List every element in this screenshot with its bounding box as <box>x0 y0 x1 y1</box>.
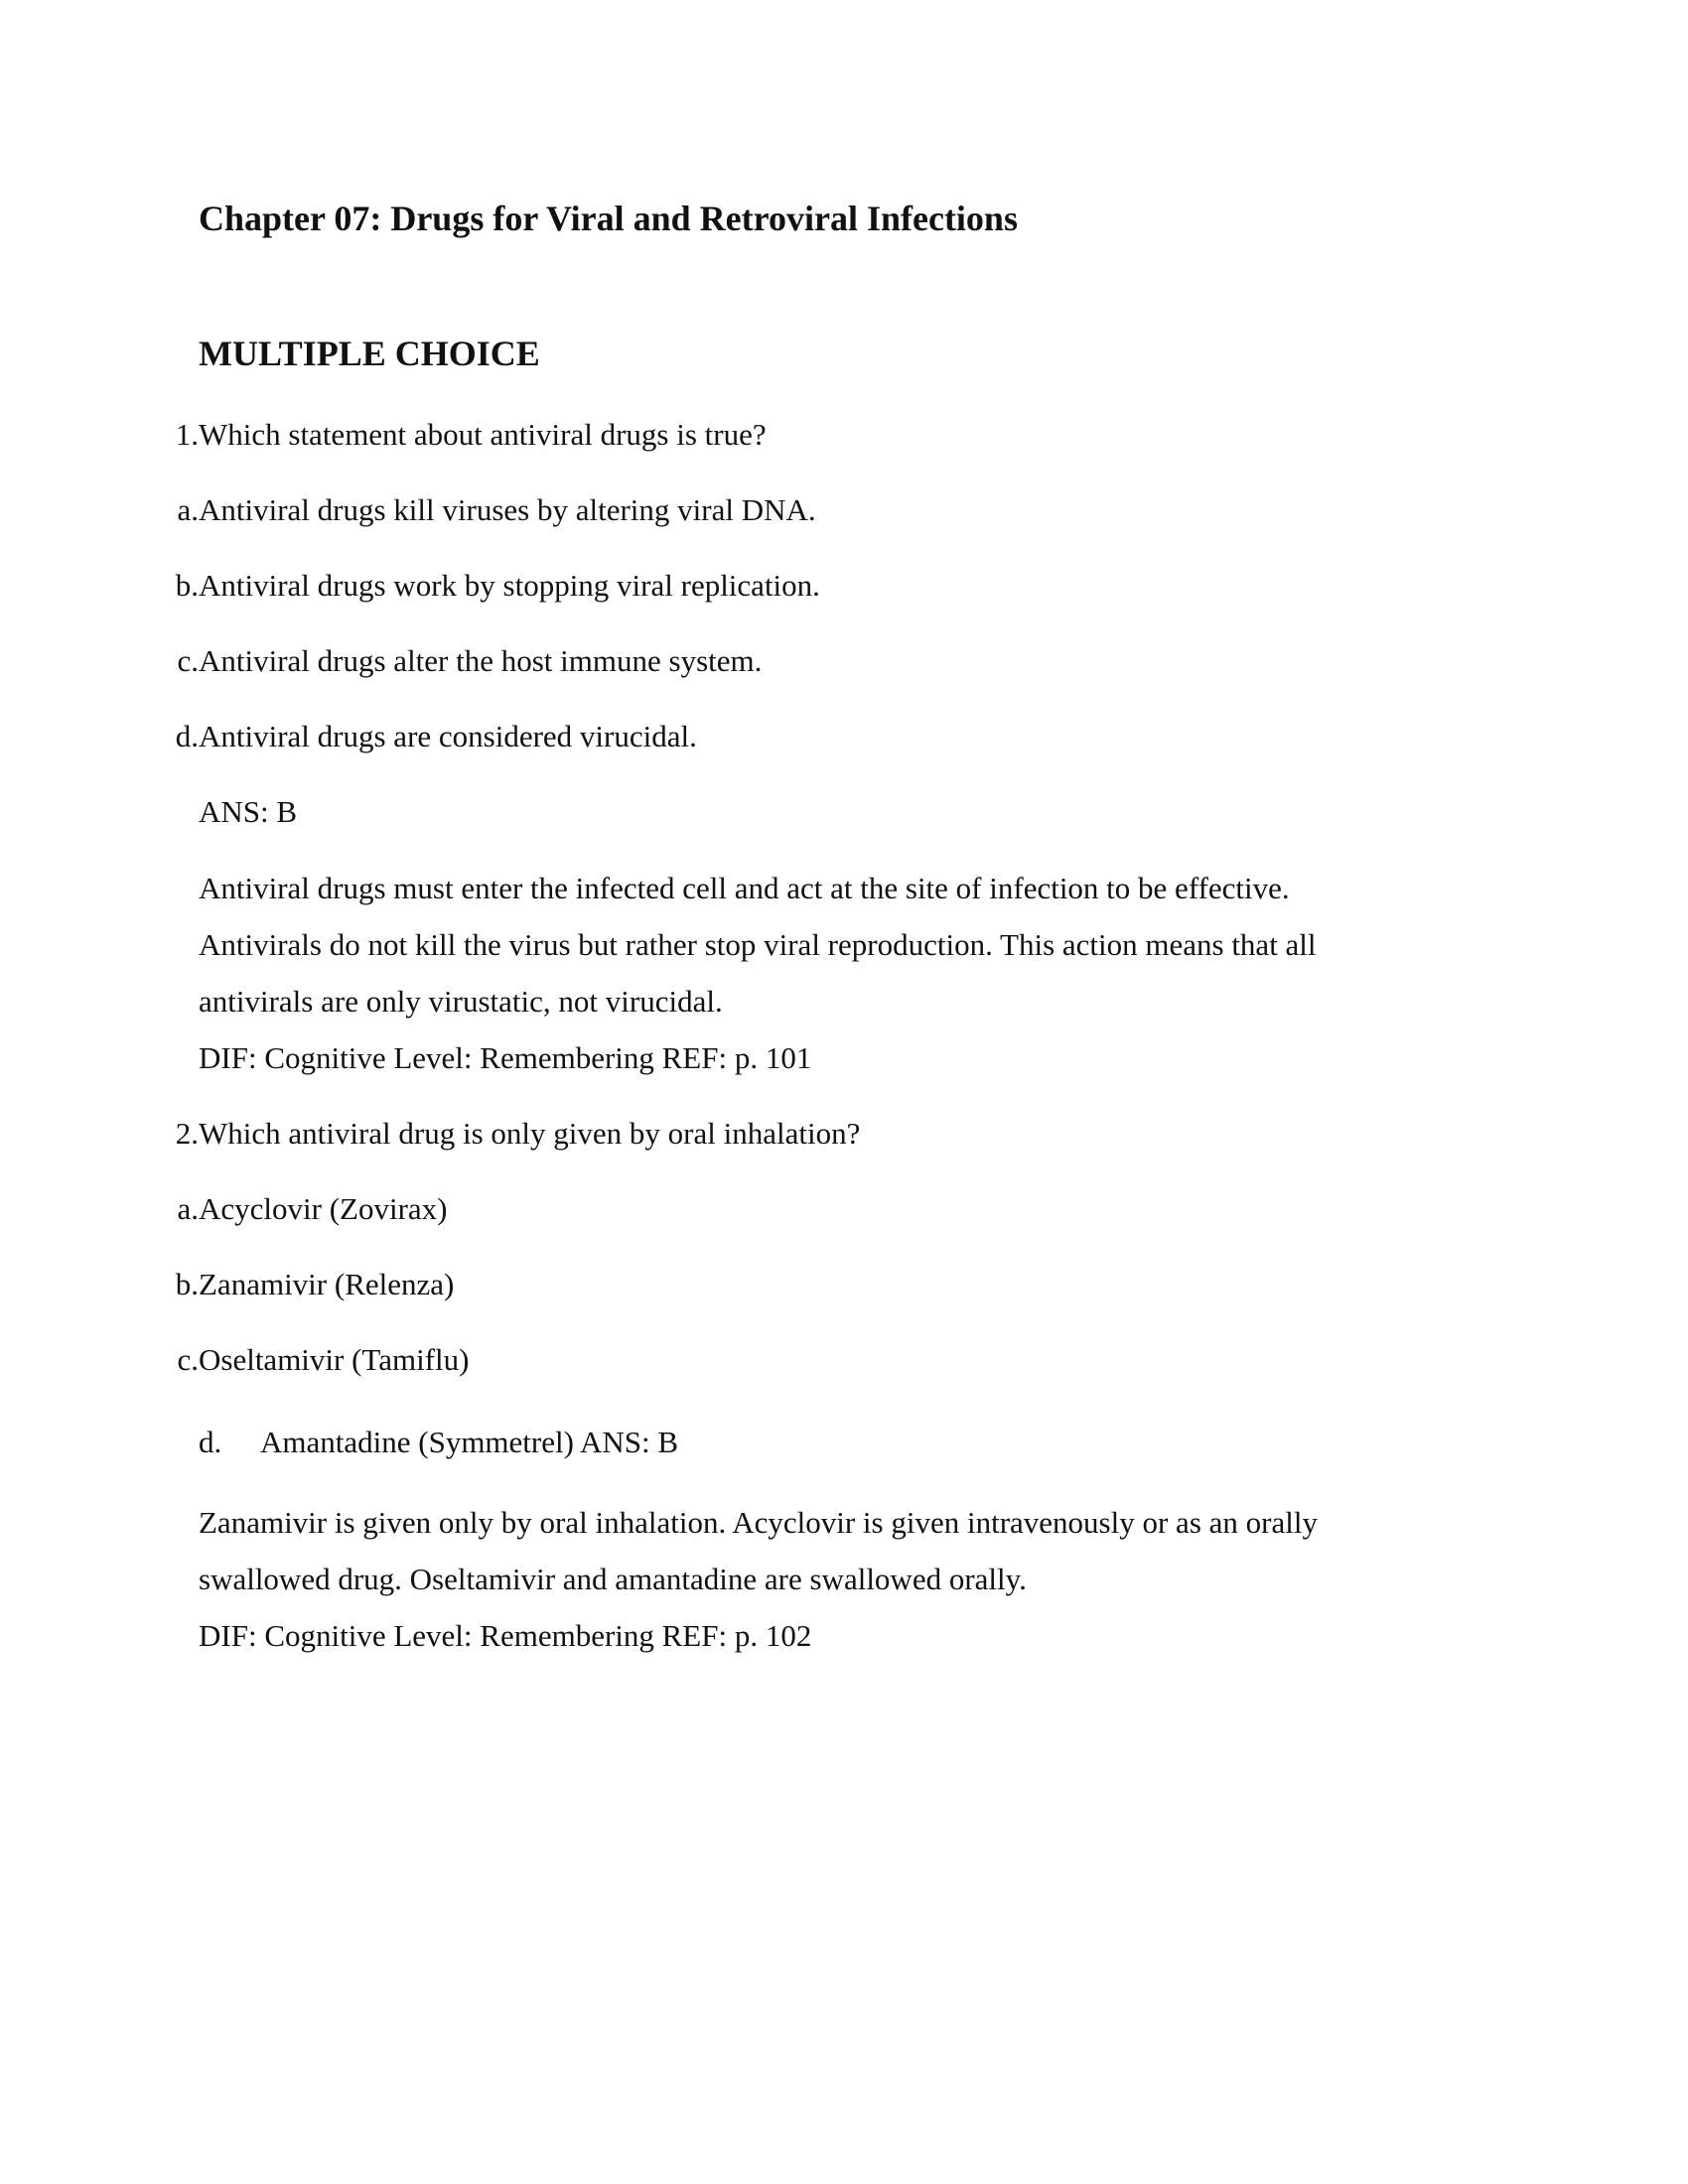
question-1-option-a <box>177 491 816 529</box>
question-1-meta: DIF: Cognitive Level: Remembering REF: p. 101 <box>199 1040 812 1075</box>
question-1-answer: ANS: B <box>199 794 298 829</box>
question-1 <box>175 416 767 454</box>
question-1-rationale-line: antivirals are only virustatic, not virucidal. <box>199 984 723 1019</box>
question-2 <box>175 1115 861 1153</box>
option-text: Amantadine (Symmetrel) ANS: B <box>260 1425 679 1459</box>
question-2-number: 2. <box>175 1116 199 1151</box>
question-2-option-d <box>199 1424 678 1461</box>
question-1-text: Which statement about antiviral drugs is true? <box>199 417 767 452</box>
section-title: MULTIPLE CHOICE <box>199 334 540 373</box>
question-2-meta: DIF: Cognitive Level: Remembering REF: p. 102 <box>199 1618 812 1653</box>
question-2-option-c <box>177 1341 470 1379</box>
chapter-title: Chapter 07: Drugs for Viral and Retroviral Infections <box>199 199 1018 238</box>
option-text: Antiviral drugs alter the host immune system. <box>199 643 763 678</box>
question-2-rationale-line: Zanamivir is given only by oral inhalation. Acyclovir is given intravenously or as an orally <box>199 1505 1318 1540</box>
question-1-number: 1. <box>175 417 199 452</box>
question-1-option-c <box>177 642 763 680</box>
option-text: Zanamivir (Relenza) <box>199 1267 455 1301</box>
option-text: Acyclovir (Zovirax) <box>199 1191 448 1226</box>
option-letter: d. <box>175 719 199 753</box>
question-1-rationale-line: Antivirals do not kill the virus but rather stop viral reproduction. This action means that all <box>199 927 1317 962</box>
option-letter: b. <box>175 1267 199 1301</box>
option-letter: c. <box>177 1342 199 1377</box>
option-text: Antiviral drugs work by stopping viral replication. <box>199 568 820 603</box>
question-1-rationale-line: Antiviral drugs must enter the infected cell and act at the site of infection to be effective. <box>199 871 1290 905</box>
option-text: Antiviral drugs are considered virucidal. <box>199 719 697 753</box>
option-letter: a. <box>177 492 199 527</box>
question-1-option-b <box>175 567 820 605</box>
option-letter: b. <box>175 568 199 603</box>
question-2-text: Which antiviral drug is only given by oral inhalation? <box>199 1116 861 1151</box>
question-2-option-a <box>177 1190 448 1228</box>
option-text: Antiviral drugs kill viruses by altering viral DNA. <box>199 492 816 527</box>
option-letter: c. <box>177 643 199 678</box>
question-1-option-d <box>175 718 697 755</box>
option-text: Oseltamivir (Tamiflu) <box>199 1342 470 1377</box>
option-letter: a. <box>177 1191 199 1226</box>
question-2-option-b <box>175 1266 455 1303</box>
option-letter: d. <box>199 1425 222 1459</box>
question-2-rationale-line: swallowed drug. Oseltamivir and amantadine are swallowed orally. <box>199 1562 1027 1596</box>
